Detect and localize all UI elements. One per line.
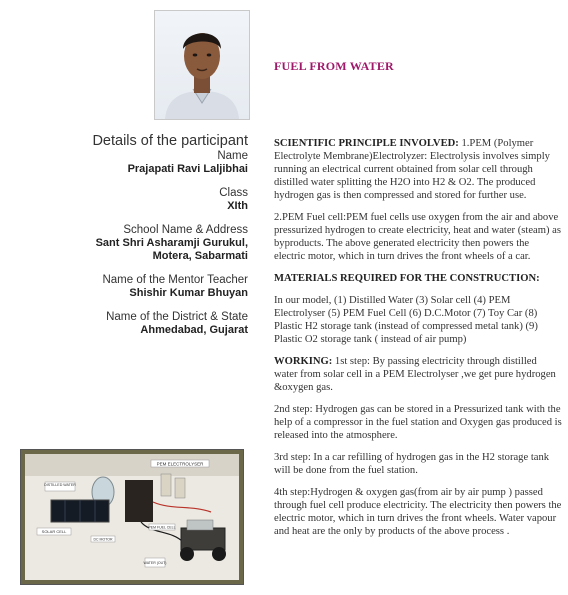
working-paragraph — [274, 355, 562, 394]
working-label: WORKING: — [274, 356, 333, 367]
person-portrait-icon — [155, 11, 249, 119]
step4-paragraph: 4th step:Hydrogen & oxygen gas(from air by air pump ) passed through fuel cell produce electricity. The electricity then powers the electric motor, which in turn drives the front wheels. Water vapour and heat are the only by products of the above process . — [274, 487, 562, 537]
participant-photo — [154, 10, 250, 120]
principle-paragraph — [274, 137, 562, 202]
district-label: Name of the District & State — [106, 311, 248, 323]
materials-heading: MATERIALS REQUIRED FOR THE CONSTRUCTION: — [274, 273, 540, 284]
label-fuelcell: PEM FUEL CELL — [148, 525, 176, 530]
label-distilled: DISTILLED WATER — [44, 483, 76, 487]
pem-paragraph: 2.PEM Fuel cell:PEM fuel cells use oxygen from the air and above pressurized hydrogen to create electricity, heat and water (steam) as byproducts. The above generated electricity then powers the electric motor, which in turn drives the front wheels of a car. — [274, 212, 561, 262]
school-value: Sant Shri Asharamji Gurukul, — [95, 237, 248, 249]
participant-details — [60, 133, 248, 337]
class-label: Class — [219, 187, 248, 199]
step2-paragraph: 2nd step: Hydrogen gas can be stored in a Pressurized tank with the help of a compressor in the fuel station and Oxygen gas produced is released into the atmosphere. — [274, 404, 562, 441]
model-photo-image — [21, 450, 243, 584]
label-water: WATER (OUT) — [143, 561, 167, 565]
project-title: FUEL FROM WATER — [274, 59, 394, 73]
step3-paragraph: 3rd step: In a car refilling of hydrogen gas in the H2 storage tank will be done from the fuel station. — [274, 452, 550, 476]
name-label: Name — [217, 150, 248, 162]
project-description — [274, 137, 562, 547]
materials-paragraph: In our model, (1) Distilled Water (3) Solar cell (4) PEM Electrolyser (5) PEM Fuel Cell (6) D.C.Motor (7) Toy Car (8) Plastic H2 storage tank (instead of compressed metal tank) (9) Plastic O2 storage tank ( instead of air pump) — [274, 295, 538, 345]
label-solar: SOLAR CELL — [41, 529, 67, 534]
working-text: 1st step: By passing electricity through distilled water from solar cell in a PEM Electrolyser ,we get pure hydrogen &oxygen gas. — [274, 356, 556, 393]
label-electrolyser: PEM ELECTROLYSER — [156, 461, 204, 467]
name-value: Prajapati Ravi Laljibhai — [127, 163, 248, 175]
mentor-value: Shishir Kumar Bhuyan — [129, 287, 248, 299]
district-value: Ahmedabad, Gujarat — [140, 324, 248, 336]
class-value: XIth — [227, 200, 248, 212]
label-motor: DC MOTOR — [93, 537, 113, 542]
mentor-label: Name of the Mentor Teacher — [102, 274, 248, 286]
principle-text: 1.PEM (Polymer Electrolyte Membrane)Electrolyzer: Electrolysis involves simply running an electrical current obtained from solar cell through distilled water splitting the H2O into H2 & O2. The produced hydrogen gas is then compressed and stored for further use. — [274, 138, 550, 201]
principle-label: SCIENTIFIC PRINCIPLE INVOLVED: — [274, 138, 459, 149]
model-photo — [20, 449, 244, 585]
school-label: School Name & Address — [123, 224, 248, 236]
participant-heading: Details of the participant — [92, 133, 248, 149]
school-value-line2: Motera, Sabarmati — [152, 250, 248, 262]
